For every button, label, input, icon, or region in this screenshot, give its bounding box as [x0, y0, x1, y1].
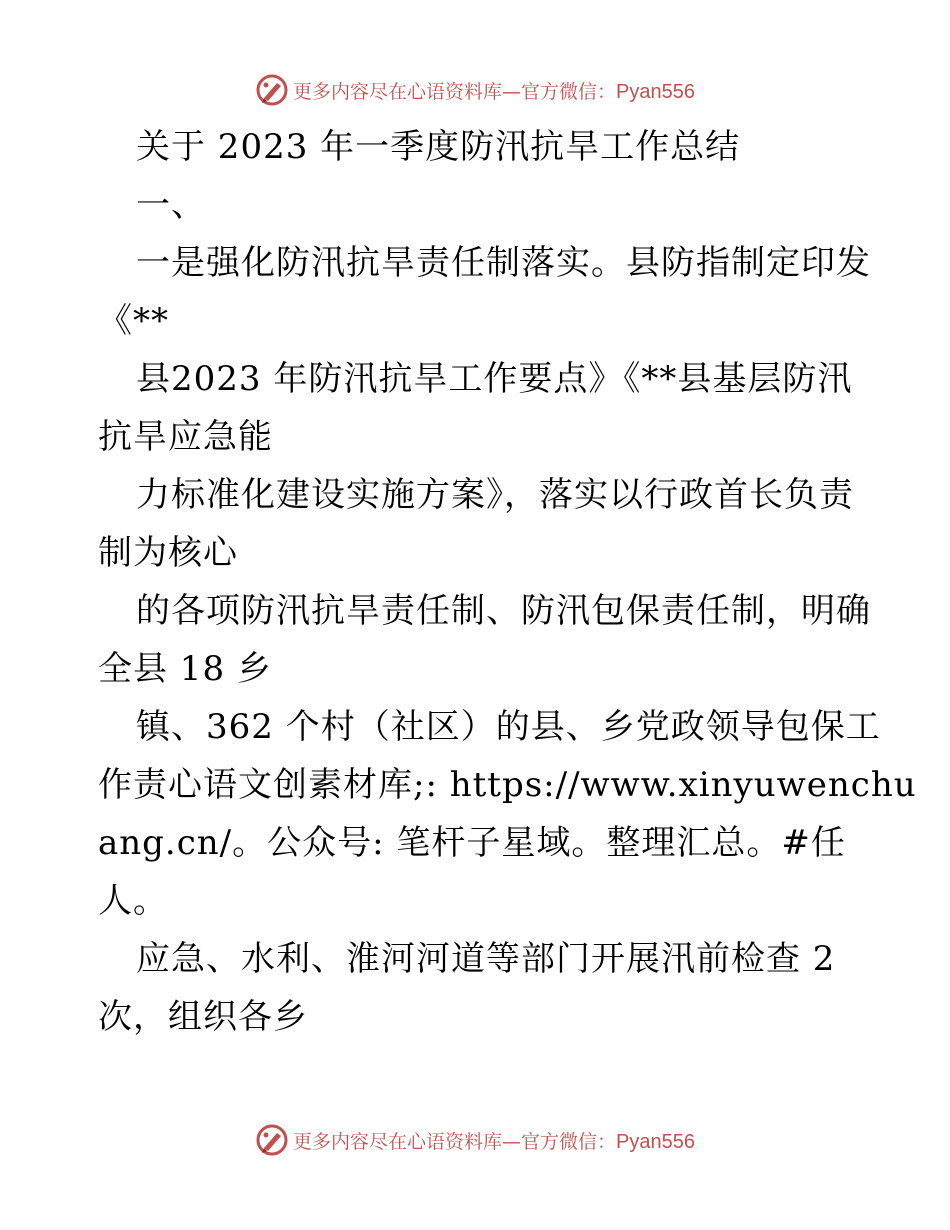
- paragraph-line: 镇、362 个村（社区）的县、乡党政领导包保工: [136, 707, 881, 747]
- paragraph-line: 人。: [98, 881, 168, 921]
- footer-watermark: [0, 1120, 950, 1160]
- document-title: 关于 2023 年一季度防汛抗旱工作总结: [136, 127, 741, 167]
- pen-logo-icon: [255, 1123, 289, 1157]
- paragraph-line: 全县 18 乡: [98, 649, 272, 689]
- section-heading: 一、: [136, 185, 206, 225]
- paragraph-line: 县2023 年防汛抗旱工作要点》《**县基层防汛: [136, 359, 853, 399]
- paragraph-line: 《**: [98, 301, 169, 341]
- watermark-text: 更多内容尽在心语资料库—官方微信：Pyan556: [293, 1130, 695, 1153]
- pen-logo-icon: [255, 73, 289, 107]
- paragraph-line: ang.cn/。公众号: 笔杆子星域。整理汇总。#任: [98, 823, 846, 863]
- paragraph-line: 作责心语文创素材库;: https://www.xinyuwenchu: [98, 765, 917, 805]
- paragraph-line: 次，组织各乡: [98, 997, 308, 1037]
- paragraph-line: 制为核心: [98, 533, 238, 573]
- paragraph-line: 力标准化建设实施方案》，落实以行政首长负责: [136, 475, 854, 515]
- header-watermark: [0, 70, 950, 110]
- paragraph-line: 的各项防汛抗旱责任制、防汛包保责任制，明确: [136, 591, 871, 631]
- paragraph-line: 抗旱应急能: [98, 417, 273, 457]
- paragraph-line: 一是强化防汛抗旱责任制落实。县防指制定印发: [136, 243, 871, 283]
- paragraph-line: 应急、水利、淮河河道等部门开展汛前检查 2: [136, 939, 836, 979]
- document-body: [98, 118, 917, 1046]
- watermark-text: 更多内容尽在心语资料库—官方微信：Pyan556: [293, 80, 695, 103]
